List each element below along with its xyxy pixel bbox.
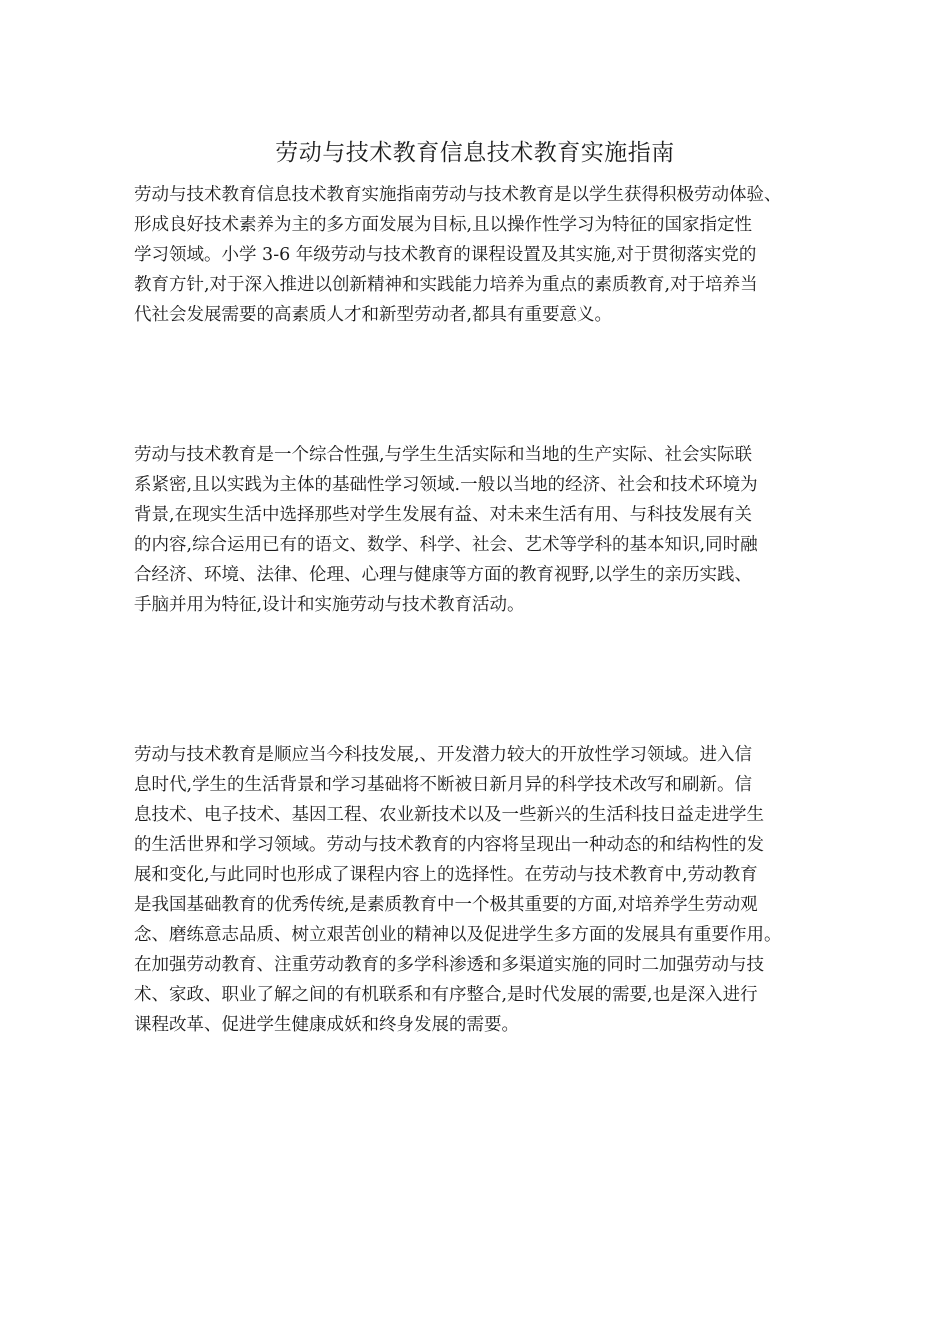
paragraph-line: 劳动与技术教育是顺应当今科技发展,、开发潜力较大的开放性学习领域。进入信 (134, 745, 753, 765)
paragraph-line: 代社会发展需要的高素质人才和新型劳动者,都具有重要意义。 (134, 305, 613, 325)
paragraph-line: 学习领域。小学 3-6 年级劳动与技术教育的课程设置及其实施,对于贯彻落实党的 (134, 245, 757, 265)
paragraph-line: 课程改革、促进学生健康成妖和终身发展的需要。 (134, 1015, 519, 1035)
paragraph-line: 手脑并用为特征,设计和实施劳动与技术教育活动。 (134, 595, 525, 615)
paragraph-2 (134, 440, 834, 620)
paragraph-line: 教育方针,对于深入推进以创新精神和实践能力培养为重点的素质教育,对于培养当 (134, 275, 758, 295)
paragraph-line: 息技术、电子技术、基因工程、农业新技术以及一些新兴的生活科技日益走进学生 (134, 805, 764, 825)
paragraph-line: 展和变化,与此同时也形成了课程内容上的选择性。在劳动与技术教育中,劳动教育 (134, 865, 758, 885)
paragraph-line: 劳动与技术教育是一个综合性强,与学生生活实际和当地的生产实际、社会实际联 (134, 445, 753, 465)
paragraph-line: 的生活世界和学习领域。劳动与技术教育的内容将呈现出一种动态的和结构性的发 (134, 835, 764, 855)
paragraph-line: 系紧密,且以实践为主体的基础性学习领域.一般以当地的经济、社会和技术环境为 (134, 475, 758, 495)
paragraph-line: 是我国基础教育的优秀传统,是素质教育中一个极其重要的方面,对培养学生劳动观 (134, 895, 758, 915)
paragraph-line: 在加强劳动教育、注重劳动教育的多学科渗透和多渠道实施的同时二加强劳动与技 (134, 955, 764, 975)
paragraph-1 (134, 180, 834, 330)
paragraph-line: 背景,在现实生活中选择那些对学生发展有益、对未来生活有用、与科技发展有关 (134, 505, 753, 525)
paragraph-line: 合经济、环境、法律、伦理、心理与健康等方面的教育视野,以学生的亲历实践、 (134, 565, 753, 585)
paragraph-3 (134, 740, 834, 1040)
paragraph-line: 念、磨练意志品质、树立艰苦创业的精神以及促进学生多方面的发展具有重要作用。 (134, 925, 782, 945)
paragraph-line: 劳动与技术教育信息技术教育实施指南劳动与技术教育是以学生获得积极劳动体验、 (134, 185, 782, 205)
paragraph-line: 术、家政、职业了解之间的有机联系和有序整合,是时代发展的需要,也是深入进行 (134, 985, 758, 1005)
paragraph-line: 息时代,学生的生活背景和学习基础将不断被日新月异的科学技术改写和刷新。信 (134, 775, 753, 795)
paragraph-line: 形成良好技术素养为主的多方面发展为目标,且以操作性学习为特征的国家指定性 (134, 215, 753, 235)
paragraph-line: 的内容,综合运用已有的语文、数学、科学、社会、艺术等学科的基本知识,同时融 (134, 535, 758, 555)
document-title: 劳动与技术教育信息技术教育实施指南 (275, 140, 675, 166)
